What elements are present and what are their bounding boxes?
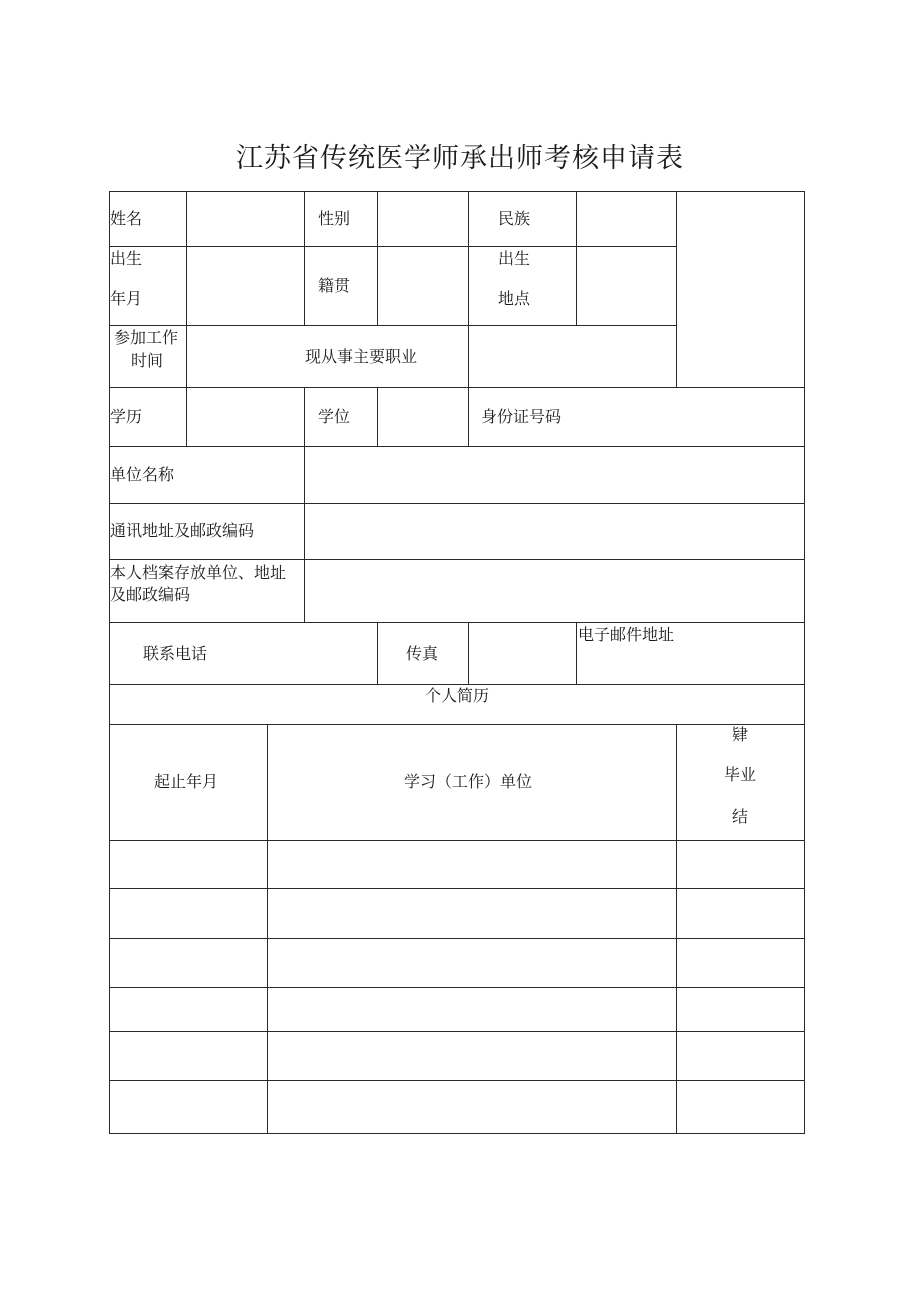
degree-input[interactable]	[378, 388, 468, 446]
phone-input[interactable]	[305, 623, 377, 684]
label-name: 姓名	[110, 209, 143, 228]
resume-row[interactable]	[110, 1081, 804, 1133]
address-input[interactable]	[305, 504, 804, 559]
native-place-input[interactable]	[378, 247, 468, 325]
email-input[interactable]	[577, 648, 804, 684]
label-resume: 个人简历	[425, 686, 490, 705]
label-archive-line1: 本人档案存放单位、地址	[110, 563, 287, 582]
resume-row[interactable]	[110, 988, 804, 1031]
label-birthplace-line1: 出生	[498, 249, 531, 268]
label-gender: 性别	[318, 209, 351, 228]
occupation-input[interactable]	[469, 326, 676, 387]
label-work-start-line2: 时间	[131, 351, 164, 370]
employer-input[interactable]	[305, 447, 804, 503]
label-ethnicity: 民族	[498, 209, 531, 228]
label-degree: 学位	[318, 407, 351, 426]
label-fax: 传真	[406, 644, 439, 663]
archive-input[interactable]	[305, 560, 804, 622]
label-native-place: 籍贯	[318, 276, 351, 295]
label-phone: 联系电话	[143, 644, 208, 663]
work-start-input[interactable]	[187, 326, 304, 387]
fax-input[interactable]	[469, 623, 576, 684]
gender-input[interactable]	[378, 192, 468, 246]
education-input[interactable]	[187, 388, 304, 446]
id-number-input[interactable]	[576, 388, 804, 446]
birth-date-input[interactable]	[187, 247, 304, 325]
label-period: 起止年月	[154, 772, 219, 791]
resume-row[interactable]	[110, 889, 804, 938]
label-institution: 学习（工作）单位	[404, 772, 533, 791]
label-email: 电子邮件地址	[578, 625, 675, 644]
label-cert-line2: 毕业	[724, 765, 757, 784]
resume-row[interactable]	[110, 939, 804, 987]
label-birth-line2: 年月	[110, 289, 143, 308]
name-input[interactable]	[187, 192, 304, 246]
label-cert-line1: 肄	[732, 725, 749, 744]
resume-row[interactable]	[110, 841, 804, 888]
photo-box[interactable]	[677, 192, 804, 387]
birthplace-input[interactable]	[577, 247, 676, 325]
label-address: 通讯地址及邮政编码	[110, 521, 255, 540]
label-education: 学历	[110, 407, 143, 426]
label-birthplace-line2: 地点	[498, 289, 531, 308]
label-employer: 单位名称	[110, 465, 175, 484]
label-id-number: 身份证号码	[481, 407, 562, 426]
label-occupation: 现从事主要职业	[305, 347, 418, 366]
form-title: 江苏省传统医学师承出师考核申请表	[236, 143, 684, 174]
label-cert-line3: 结	[732, 807, 749, 826]
ethnicity-input[interactable]	[577, 192, 676, 246]
label-work-start-line1: 参加工作	[114, 328, 179, 347]
label-birth-line1: 出生	[110, 249, 143, 268]
label-archive-line2: 及邮政编码	[110, 585, 191, 604]
resume-row[interactable]	[110, 1032, 804, 1080]
